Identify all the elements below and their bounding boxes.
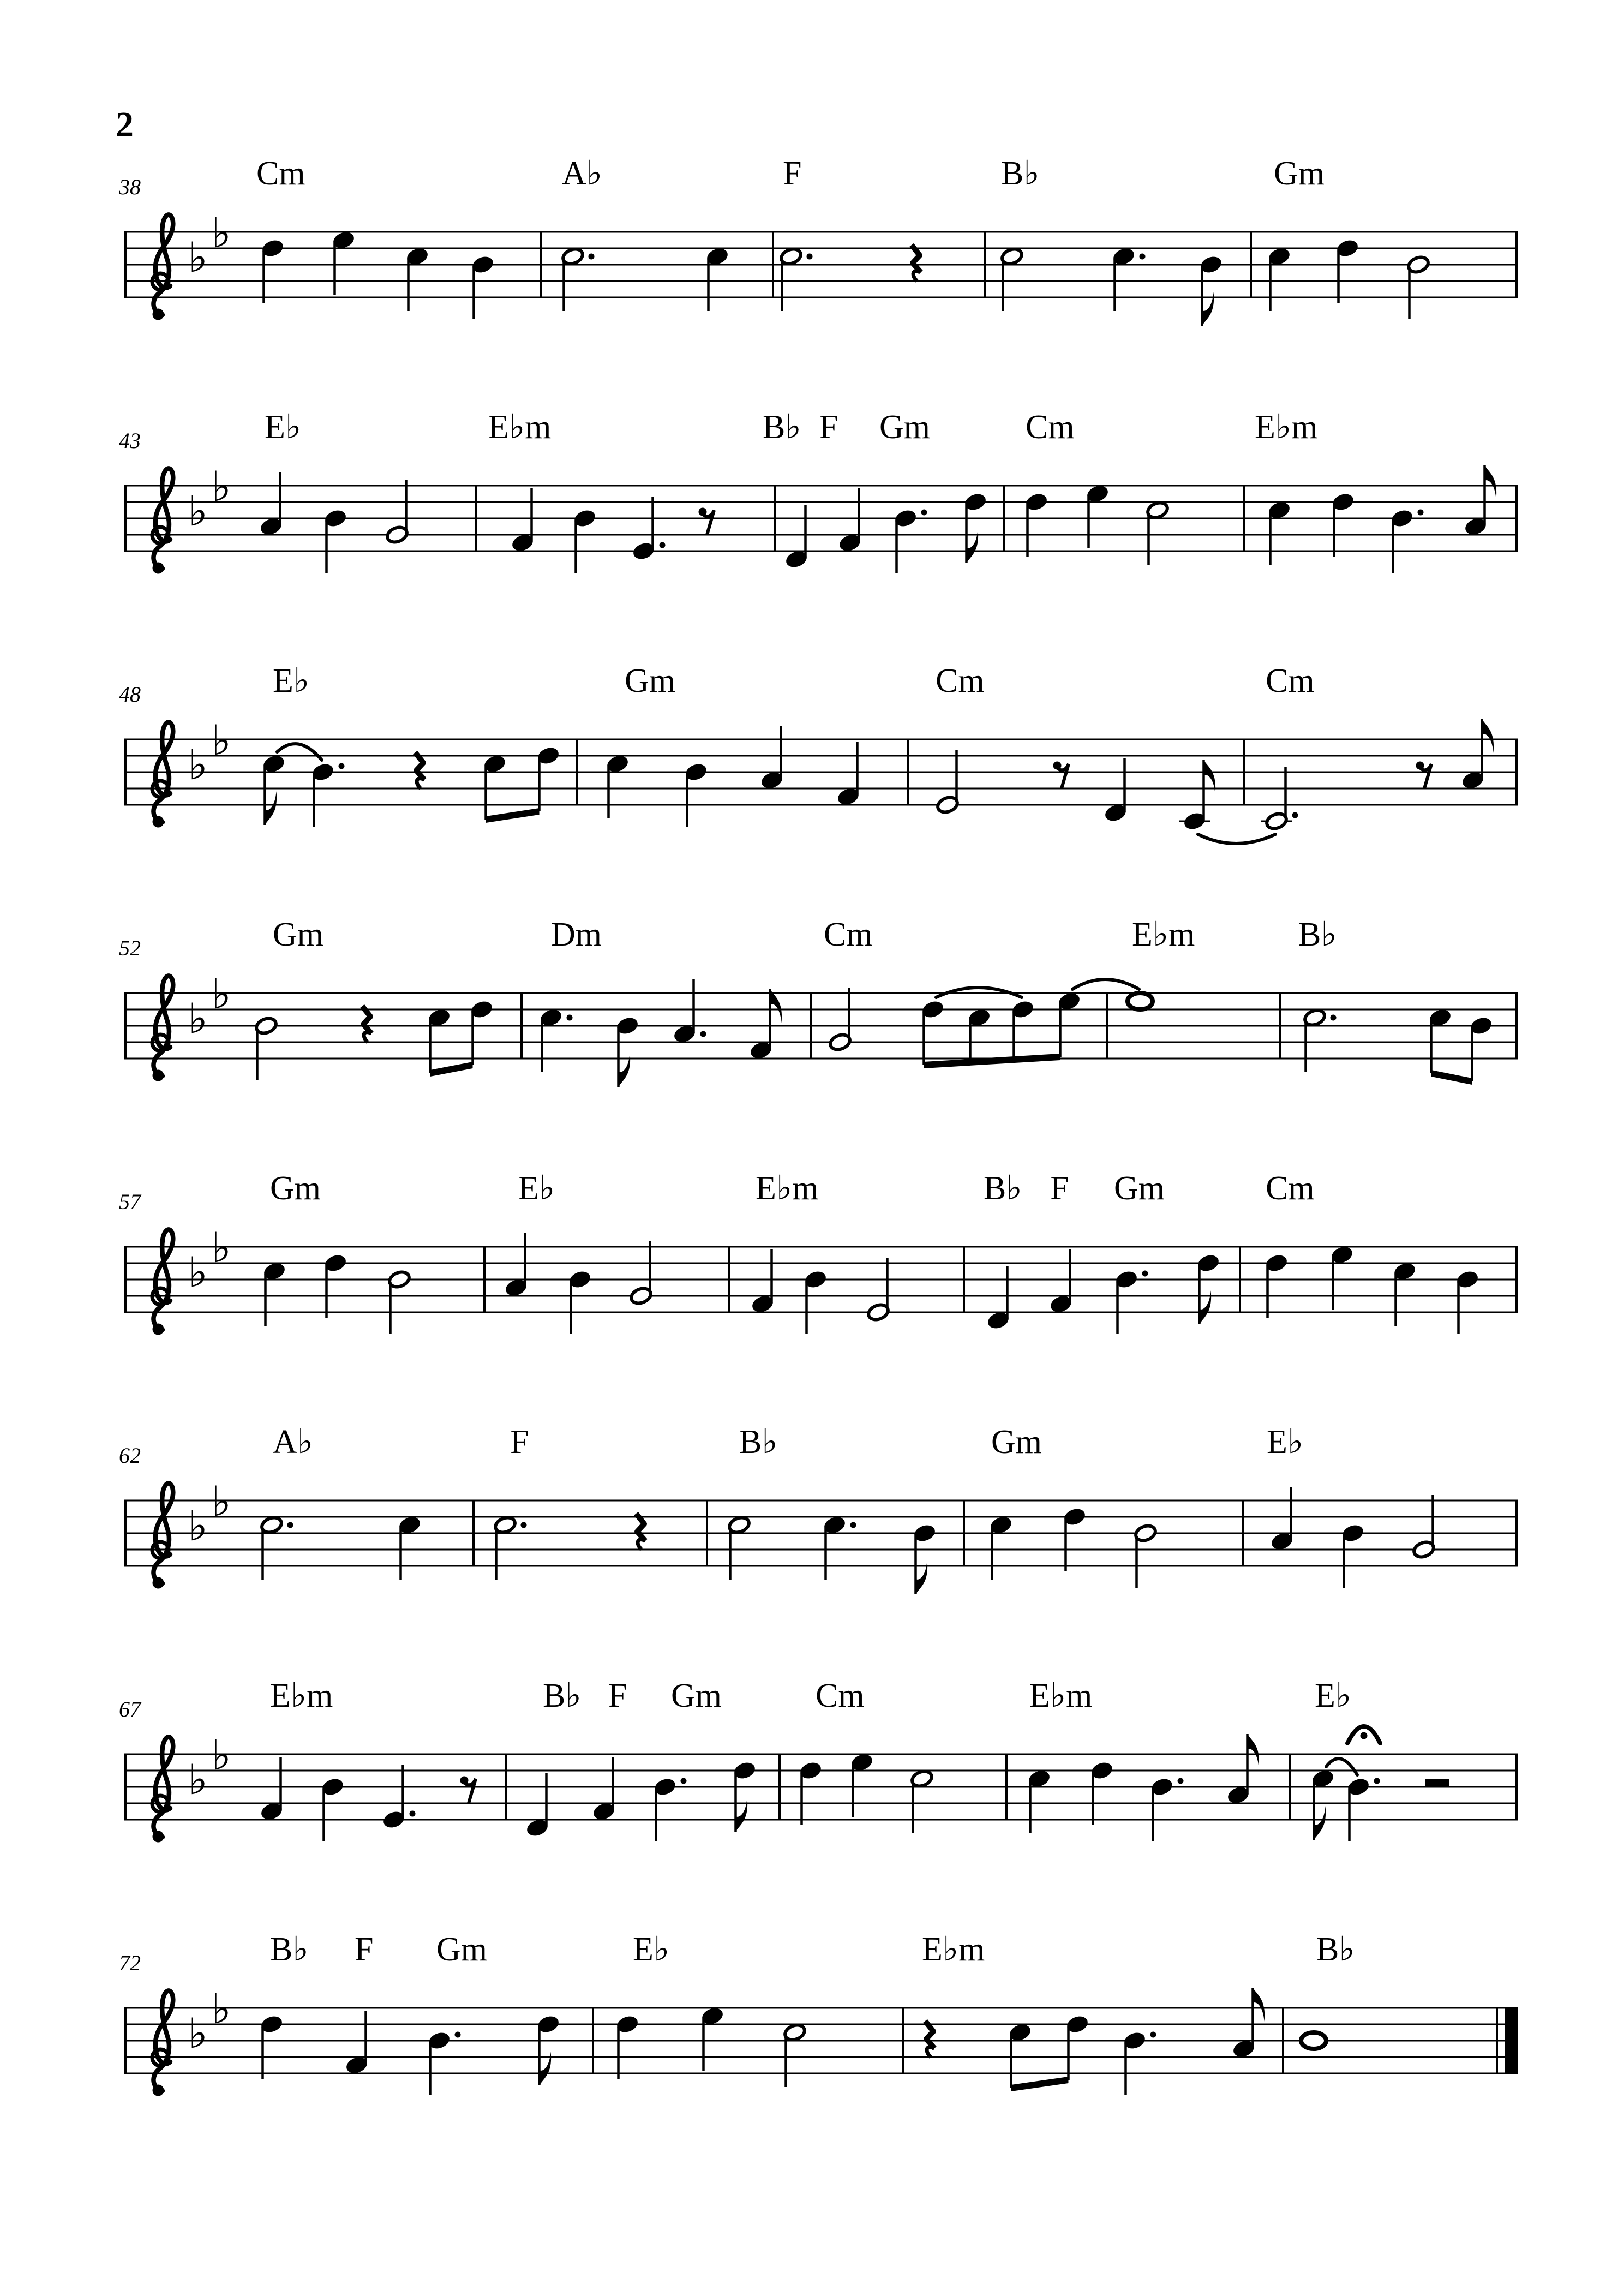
chord-symbol: E♭m	[270, 1677, 333, 1714]
key-flat-icon: ♭	[212, 462, 231, 511]
system-m43	[124, 462, 1518, 574]
key-flat-icon: ♭	[212, 1223, 231, 1272]
chord-symbol: B♭	[984, 1170, 1022, 1207]
key-flat-icon: ♭	[188, 1502, 208, 1550]
page-number: 2	[116, 105, 134, 145]
chord-symbol: F	[510, 1424, 529, 1461]
system-m52	[124, 970, 1518, 1087]
key-flat-icon: ♭	[212, 970, 231, 1018]
key-flat-icon: ♭	[188, 2009, 208, 2058]
key-flat-icon: ♭	[188, 487, 208, 535]
chord-symbol: E♭	[1315, 1677, 1352, 1714]
treble-clef-icon	[152, 1737, 173, 1842]
chord-symbol: Gm	[625, 662, 675, 699]
chord-symbol: Gm	[1114, 1170, 1165, 1207]
chord-symbol: F	[355, 1931, 374, 1968]
chord-symbol: Gm	[1274, 155, 1325, 192]
chord-symbol: Cm	[1266, 662, 1315, 699]
key-flat-icon: ♭	[188, 740, 208, 789]
chord-symbol: Gm	[991, 1424, 1042, 1461]
chord-symbol: E♭	[633, 1931, 670, 1968]
chord-symbol: E♭	[273, 662, 310, 699]
key-flat-icon: ♭	[212, 1984, 231, 2033]
measure-number: 48	[119, 682, 141, 707]
key-flat-icon: ♭	[188, 1248, 208, 1296]
key-flat-icon: ♭	[212, 716, 231, 764]
system-m67	[124, 1726, 1518, 1843]
chord-symbol: E♭	[518, 1170, 555, 1207]
chord-symbol: Cm	[816, 1677, 865, 1714]
chord-symbol: Cm	[1266, 1170, 1315, 1207]
chord-symbol: Gm	[879, 409, 930, 446]
chord-symbol: E♭m	[756, 1170, 819, 1207]
measure-number: 43	[119, 428, 141, 453]
chord-symbol: Cm	[936, 662, 985, 699]
treble-clef-icon	[152, 214, 173, 320]
chord-symbol: B♭	[543, 1677, 582, 1714]
key-flat-icon: ♭	[212, 1731, 231, 1779]
chord-symbol: B♭	[763, 409, 801, 446]
chord-symbol: B♭	[1316, 1931, 1355, 1968]
chord-symbol: B♭	[270, 1931, 309, 1968]
chord-symbol: Dm	[551, 916, 602, 953]
chord-symbol: F	[608, 1677, 627, 1714]
chord-symbol: E♭m	[1132, 916, 1195, 953]
chord-symbol: E♭m	[922, 1931, 985, 1968]
chord-symbol: Cm	[824, 916, 873, 953]
chord-symbol: Cm	[256, 155, 305, 192]
chord-symbol: B♭	[739, 1424, 778, 1461]
chord-symbol: Cm	[1026, 409, 1075, 446]
measure-number: 57	[119, 1189, 141, 1214]
key-flat-icon: ♭	[188, 1755, 208, 1804]
system-m48	[124, 716, 1518, 844]
key-flat-icon: ♭	[212, 208, 231, 257]
chord-symbol: F	[819, 409, 838, 446]
system-m72	[124, 1984, 1518, 2096]
chord-symbol: E♭m	[1255, 409, 1318, 446]
chord-symbol: Gm	[273, 916, 323, 953]
measure-number: 72	[119, 1951, 141, 1975]
system-m57	[124, 1223, 1518, 1335]
measure-number: 62	[119, 1443, 141, 1468]
chord-symbol: F	[1050, 1170, 1069, 1207]
chord-symbol: A♭	[273, 1424, 314, 1461]
chord-symbol: A♭	[562, 155, 603, 192]
treble-clef-icon	[152, 468, 173, 573]
measure-number: 52	[119, 936, 141, 960]
system-m62	[124, 1477, 1518, 1594]
treble-clef-icon	[152, 1990, 173, 2096]
chord-symbol: B♭	[1001, 155, 1040, 192]
key-flat-icon: ♭	[188, 994, 208, 1043]
system-m38	[124, 208, 1518, 326]
key-flat-icon: ♭	[212, 1477, 231, 1526]
treble-clef-icon	[152, 722, 173, 827]
chord-symbol: E♭m	[488, 409, 552, 446]
treble-clef-icon	[152, 1229, 173, 1335]
chord-symbol: E♭m	[1029, 1677, 1093, 1714]
key-flat-icon: ♭	[188, 233, 208, 282]
measure-number: 67	[119, 1697, 141, 1721]
treble-clef-icon	[152, 976, 173, 1081]
measure-number: 38	[119, 175, 141, 199]
chord-symbol: E♭	[265, 409, 302, 446]
chord-symbol: Gm	[671, 1677, 722, 1714]
chord-symbol: B♭	[1298, 916, 1337, 953]
chord-symbol: Gm	[270, 1170, 321, 1207]
treble-clef-icon	[152, 1483, 173, 1588]
chord-symbol: E♭	[1267, 1424, 1304, 1461]
chord-symbol: F	[783, 155, 802, 192]
chord-symbol: Gm	[436, 1931, 487, 1968]
